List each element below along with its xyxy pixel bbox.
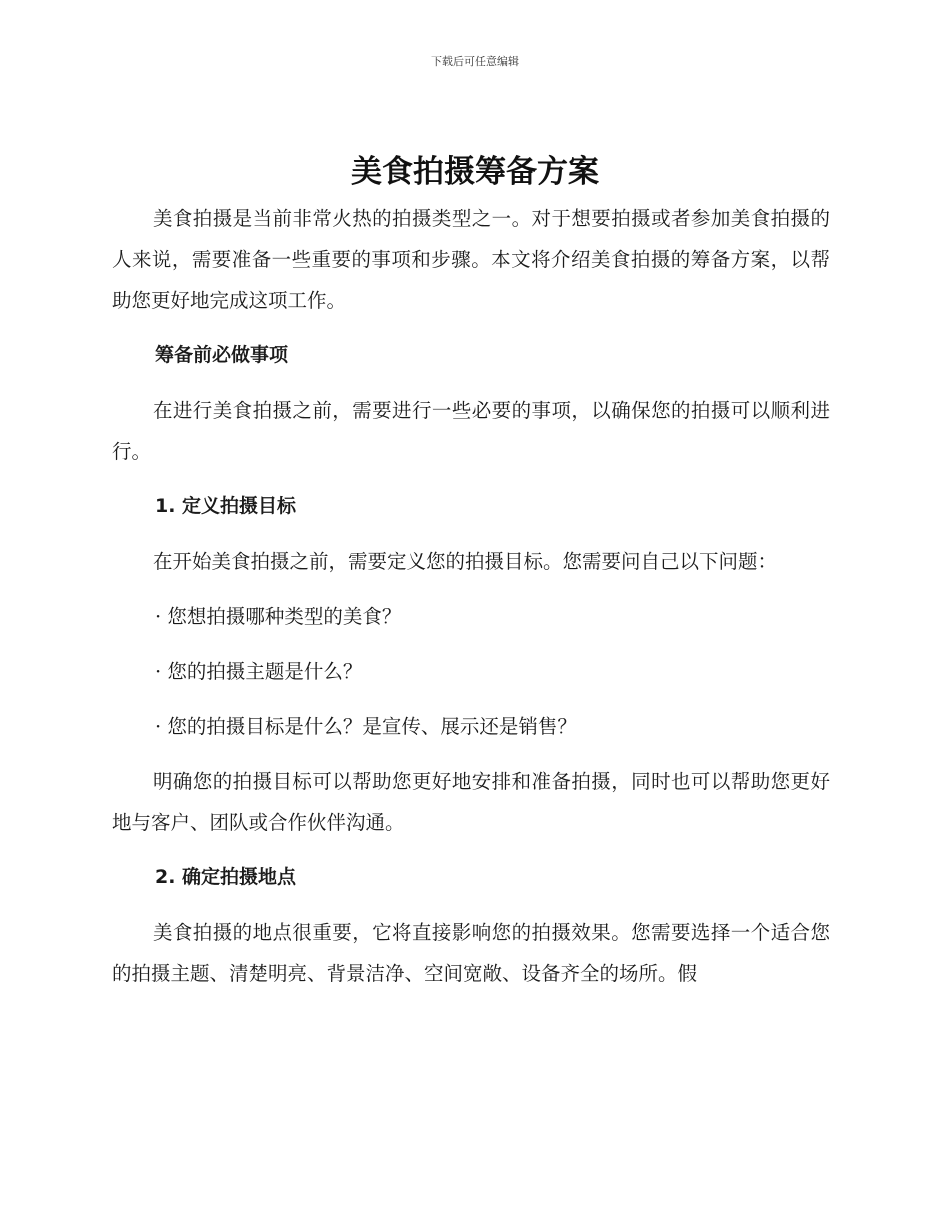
goal-summary-paragraph: 明确您的拍摄目标可以帮助您更好地安排和准备拍摄，同时也可以帮助您更好地与客户、团队或合作伙伴沟通。 (112, 770, 830, 834)
prep-paragraph: 在进行美食拍摄之前，需要进行一些必要的事项，以确保您的拍摄可以顺利进行。 (112, 399, 830, 463)
header-note: 下载后可任意编辑 (431, 55, 519, 68)
goal-bullet-2: · 您的拍摄主题是什么？ (155, 660, 363, 683)
document-body (112, 198, 830, 1008)
goal-bullet-3: · 您的拍摄目标是什么？是宣传、展示还是销售？ (155, 715, 577, 738)
intro-paragraph: 美食拍摄是当前非常火热的拍摄类型之一。对于想要拍摄或者参加美食拍摄的人来说，需要准备一些重要的事项和步骤。本文将介绍美食拍摄的筹备方案，以帮助您更好地完成这项工作。 (112, 207, 830, 312)
document-title: 美食拍摄筹备方案 (351, 154, 599, 190)
goal-bullet-1: · 您想拍摄哪种类型的美食？ (155, 605, 402, 628)
section-heading-location: 2. 确定拍摄地点 (155, 866, 297, 888)
location-paragraph: 美食拍摄的地点很重要，它将直接影响您的拍摄效果。您需要选择一个适合您的拍摄主题、清楚明亮、背景洁净、空间宽敞、设备齐全的场所。假 (112, 921, 830, 985)
section-heading-goal: 1. 定义拍摄目标 (155, 495, 297, 517)
section-heading-prep: 筹备前必做事项 (155, 344, 289, 366)
goal-paragraph: 在开始美食拍摄之前，需要定义您的拍摄目标。您需要问自己以下问题： (152, 550, 777, 573)
